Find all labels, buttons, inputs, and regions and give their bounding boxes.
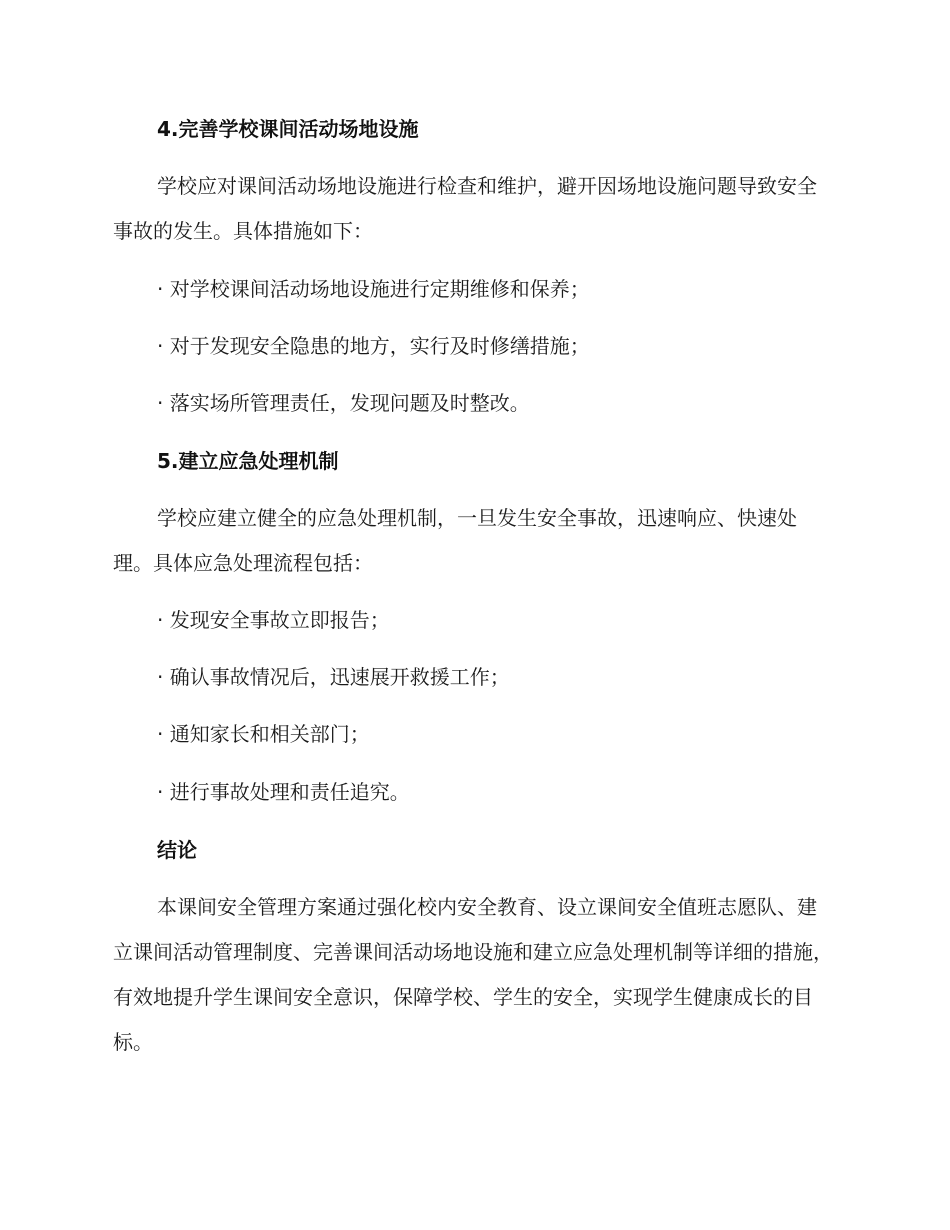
- section-4-bullet-1: · 对学校课间活动场地设施进行定期维修和保养；: [157, 277, 590, 301]
- conclusion-heading: 结论: [157, 838, 197, 862]
- conclusion-paragraph: 本课间安全管理方案通过强化校内安全教育、设立课间安全值班志愿队、建立课间活动管理制度、完善课间活动场地设施和建立应急处理机制等详细的措施，有效地提升学生课间安全意识，保障学校、学生的安全，实现学生健康成长的目标。: [113, 895, 833, 1054]
- section-5-bullet-2: · 确认事故情况后，迅速展开救援工作；: [157, 665, 510, 689]
- section-4-paragraph: 学校应对课间活动场地设施进行检查和维护，避开因场地设施问题导致安全事故的发生。具体措施如下：: [113, 174, 817, 243]
- section-5-bullet-3: · 通知家长和相关部门；: [157, 722, 370, 746]
- section-5-bullet-4: · 进行事故处理和责任追究。: [157, 780, 410, 804]
- section-5-paragraph: 学校应建立健全的应急处理机制，一旦发生安全事故，迅速响应、快速处理。具体应急处理流程包括：: [113, 506, 797, 575]
- section-4-bullet-3: · 落实场所管理责任，发现问题及时整改。: [157, 391, 530, 415]
- section-4-heading: 4.完善学校课间活动场地设施: [157, 117, 419, 141]
- section-5-bullet-1: · 发现安全事故立即报告；: [157, 608, 390, 632]
- section-4-bullet-2: · 对于发现安全隐患的地方，实行及时修缮措施；: [157, 334, 590, 358]
- section-5-heading: 5.建立应急处理机制: [157, 449, 339, 473]
